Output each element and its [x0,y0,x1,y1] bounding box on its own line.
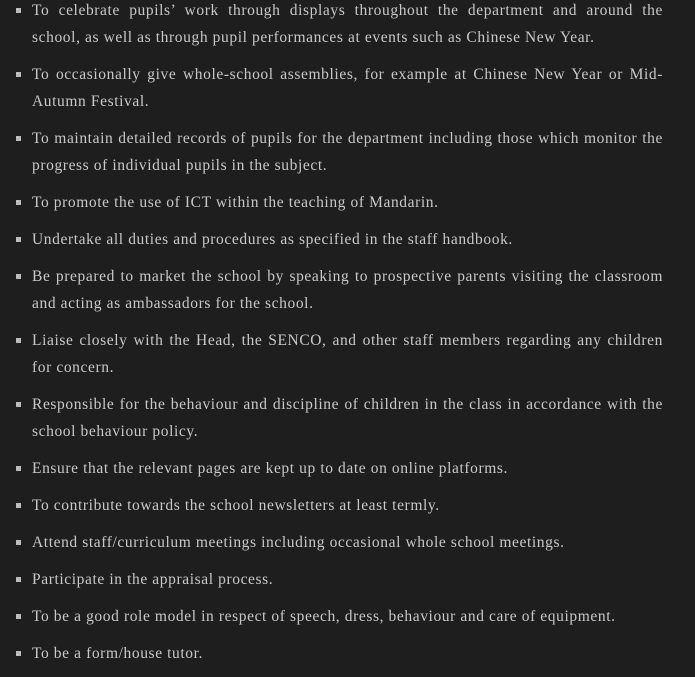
duty-text: Liaise closely with the Head, the SENCO, and other staff members regarding any children for concern. [32,332,663,376]
list-item [32,492,663,519]
duty-text: To be a good role model in respect of speech, dress, behaviour and care of equipment. [32,608,616,625]
list-item [32,391,663,445]
list-item [32,189,663,216]
square-bullet-icon [16,338,21,343]
square-bullet-icon [16,237,21,242]
square-bullet-icon [16,200,21,205]
list-item [32,566,663,593]
square-bullet-icon [16,651,21,656]
square-bullet-icon [16,503,21,508]
square-bullet-icon [16,274,21,279]
list-item [32,226,663,253]
square-bullet-icon [16,466,21,471]
duty-text: To maintain detailed records of pupils for the department including those which monitor the progress of individual pupils in the subject. [32,130,663,174]
square-bullet-icon [16,72,21,77]
list-item [32,603,663,630]
duty-text: Responsible for the behaviour and discipline of children in the class in accordance with the school behaviour policy. [32,396,663,440]
list-item [32,327,663,381]
duty-text: Ensure that the relevant pages are kept up to date on online platforms. [32,460,509,477]
duty-text: To be a form/house tutor. [32,645,204,662]
square-bullet-icon [16,8,21,13]
duty-text: To promote the use of ICT within the teaching of Mandarin. [32,194,439,211]
duty-text: To contribute towards the school newsletters at least termly. [32,497,440,514]
square-bullet-icon [16,136,21,141]
duty-text: Participate in the appraisal process. [32,571,274,588]
duty-text: Undertake all duties and procedures as specified in the staff handbook. [32,231,513,248]
list-item [32,125,663,179]
list-item [32,61,663,115]
square-bullet-icon [16,614,21,619]
list-item [32,263,663,317]
duty-text: To celebrate pupils’ work through displays throughout the department and around the school, as well as through pupil performances at events such as Chinese New Year. [32,2,663,46]
square-bullet-icon [16,540,21,545]
square-bullet-icon [16,577,21,582]
list-item [32,455,663,482]
list-item [32,529,663,556]
list-item [32,0,663,51]
duty-text: Attend staff/curriculum meetings including occasional whole school meetings. [32,534,565,551]
duty-text: Be prepared to market the school by speaking to prospective parents visiting the classroom and acting as ambassadors for the school. [32,268,663,312]
duty-text: To occasionally give whole-school assemblies, for example at Chinese New Year or Mid-Autumn Festival. [32,66,663,110]
list-item [32,640,663,667]
square-bullet-icon [16,402,21,407]
